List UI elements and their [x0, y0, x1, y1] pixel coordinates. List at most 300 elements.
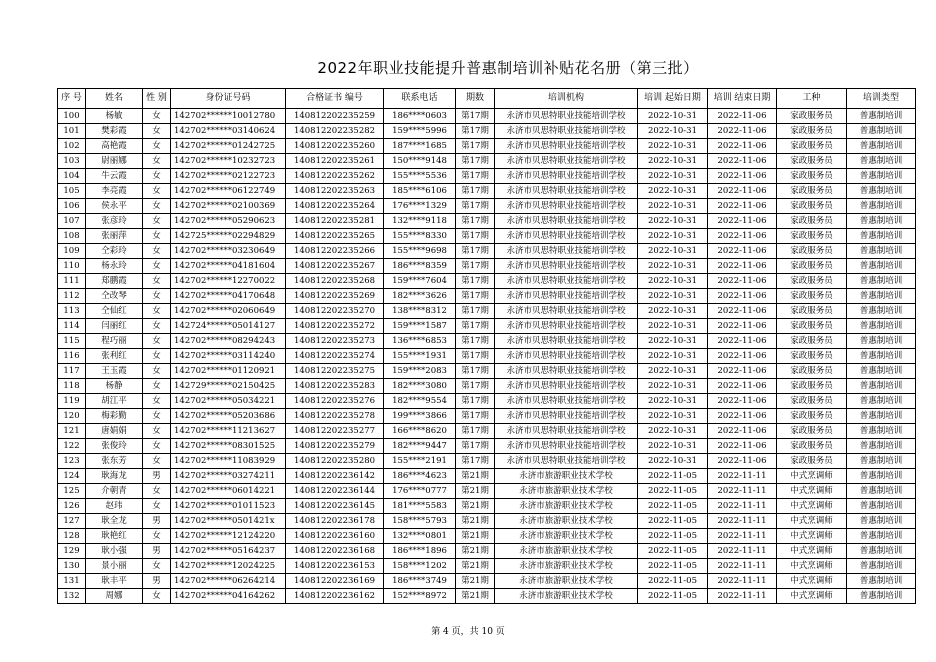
- cell-end-date: 2022-11-06: [708, 289, 777, 304]
- cell-phone: 150****9148: [384, 154, 456, 169]
- cell-period: 第17期: [456, 394, 495, 409]
- cell-id-number: 142702******12124220: [171, 529, 286, 544]
- cell-certificate-number: 140812202235261: [286, 154, 384, 169]
- cell-institution: 永济市旅游职业技术学校: [495, 574, 638, 589]
- cell-period: 第17期: [456, 214, 495, 229]
- cell-start-date: 2022-10-31: [638, 454, 708, 469]
- cell-end-date: 2022-11-11: [708, 529, 777, 544]
- cell-seq: 118: [58, 379, 86, 394]
- cell-certificate-number: 140812202236144: [286, 484, 384, 499]
- cell-institution: 永济市贝思特职业技能培训学校: [495, 319, 638, 334]
- cell-name: 李亮霞: [86, 184, 143, 199]
- cell-end-date: 2022-11-06: [708, 244, 777, 259]
- cell-training-type: 普惠制培训: [847, 439, 916, 454]
- cell-training-type: 普惠制培训: [847, 169, 916, 184]
- cell-end-date: 2022-11-06: [708, 409, 777, 424]
- cell-name: 尉丽娜: [86, 154, 143, 169]
- cell-start-date: 2022-10-31: [638, 349, 708, 364]
- cell-institution: 永济市贝思特职业技能培训学校: [495, 109, 638, 124]
- cell-gender: 男: [143, 544, 171, 559]
- cell-period: 第17期: [456, 169, 495, 184]
- cell-certificate-number: 140812202235276: [286, 394, 384, 409]
- header-occupation: 工种: [777, 89, 847, 109]
- cell-phone: 132****9118: [384, 214, 456, 229]
- cell-period: 第17期: [456, 124, 495, 139]
- cell-seq: 102: [58, 139, 86, 154]
- cell-period: 第17期: [456, 364, 495, 379]
- cell-institution: 永济市旅游职业技术学校: [495, 484, 638, 499]
- cell-end-date: 2022-11-06: [708, 334, 777, 349]
- cell-occupation: 中式烹调师: [777, 484, 847, 499]
- cell-training-type: 普惠制培训: [847, 349, 916, 364]
- cell-period: 第17期: [456, 199, 495, 214]
- cell-gender: 女: [143, 424, 171, 439]
- page-footer: 第 4 页，共 10 页: [431, 627, 505, 637]
- cell-start-date: 2022-10-31: [638, 274, 708, 289]
- cell-end-date: 2022-11-11: [708, 514, 777, 529]
- cell-gender: 女: [143, 304, 171, 319]
- cell-period: 第21期: [456, 529, 495, 544]
- cell-institution: 永济市贝思特职业技能培训学校: [495, 274, 638, 289]
- cell-end-date: 2022-11-06: [708, 349, 777, 364]
- header-phone: 联系电话: [384, 89, 456, 109]
- cell-gender: 女: [143, 334, 171, 349]
- cell-occupation: 家政服务员: [777, 109, 847, 124]
- cell-certificate-number: 140812202236142: [286, 469, 384, 484]
- table-row: [58, 259, 916, 274]
- cell-certificate-number: 140812202235280: [286, 454, 384, 469]
- table-row: [58, 319, 916, 334]
- cell-seq: 123: [58, 454, 86, 469]
- cell-institution: 永济市贝思特职业技能培训学校: [495, 454, 638, 469]
- cell-name: 杨永玲: [86, 259, 143, 274]
- cell-occupation: 家政服务员: [777, 154, 847, 169]
- header-start-date: 培训 起始日期: [638, 89, 708, 109]
- cell-gender: 女: [143, 319, 171, 334]
- cell-occupation: 家政服务员: [777, 394, 847, 409]
- cell-name: 侯永平: [86, 199, 143, 214]
- cell-gender: 女: [143, 394, 171, 409]
- cell-start-date: 2022-10-31: [638, 154, 708, 169]
- cell-start-date: 2022-10-31: [638, 394, 708, 409]
- cell-certificate-number: 140812202235259: [286, 109, 384, 124]
- cell-period: 第21期: [456, 514, 495, 529]
- cell-period: 第21期: [456, 589, 495, 604]
- cell-gender: 女: [143, 499, 171, 514]
- cell-name: 赵玮: [86, 499, 143, 514]
- cell-seq: 117: [58, 364, 86, 379]
- table-row: [58, 529, 916, 544]
- cell-name: 介朝青: [86, 484, 143, 499]
- cell-occupation: 家政服务员: [777, 319, 847, 334]
- cell-gender: 女: [143, 439, 171, 454]
- cell-occupation: 家政服务员: [777, 199, 847, 214]
- cell-name: 梅彩勤: [86, 409, 143, 424]
- cell-end-date: 2022-11-06: [708, 454, 777, 469]
- cell-gender: 女: [143, 364, 171, 379]
- cell-occupation: 家政服务员: [777, 259, 847, 274]
- cell-occupation: 家政服务员: [777, 439, 847, 454]
- cell-start-date: 2022-11-05: [638, 574, 708, 589]
- cell-seq: 125: [58, 484, 86, 499]
- cell-gender: 女: [143, 379, 171, 394]
- cell-gender: 男: [143, 514, 171, 529]
- cell-end-date: 2022-11-11: [708, 589, 777, 604]
- cell-occupation: 家政服务员: [777, 169, 847, 184]
- cell-training-type: 普惠制培训: [847, 589, 916, 604]
- cell-phone: 158****5793: [384, 514, 456, 529]
- cell-occupation: 家政服务员: [777, 124, 847, 139]
- cell-certificate-number: 140812202235263: [286, 184, 384, 199]
- cell-name: 唐娟娟: [86, 424, 143, 439]
- cell-start-date: 2022-10-31: [638, 304, 708, 319]
- table-row: [58, 469, 916, 484]
- cell-id-number: 142702******03274211: [171, 469, 286, 484]
- cell-id-number: 142725******02294829: [171, 229, 286, 244]
- cell-end-date: 2022-11-06: [708, 259, 777, 274]
- cell-training-type: 普惠制培训: [847, 139, 916, 154]
- cell-name: 王玉霞: [86, 364, 143, 379]
- cell-institution: 永济市贝思特职业技能培训学校: [495, 244, 638, 259]
- cell-institution: 永济市贝思特职业技能培训学校: [495, 349, 638, 364]
- cell-institution: 永济市贝思特职业技能培训学校: [495, 259, 638, 274]
- cell-seq: 132: [58, 589, 86, 604]
- cell-id-number: 142702******04181604: [171, 259, 286, 274]
- table-row: [58, 199, 916, 214]
- cell-gender: 男: [143, 469, 171, 484]
- cell-training-type: 普惠制培训: [847, 259, 916, 274]
- cell-period: 第21期: [456, 484, 495, 499]
- cell-name: 仝仙红: [86, 304, 143, 319]
- cell-gender: 女: [143, 214, 171, 229]
- cell-training-type: 普惠制培训: [847, 499, 916, 514]
- cell-end-date: 2022-11-06: [708, 274, 777, 289]
- cell-end-date: 2022-11-06: [708, 154, 777, 169]
- cell-id-number: 142702******05290623: [171, 214, 286, 229]
- cell-certificate-number: 140812202236160: [286, 529, 384, 544]
- cell-institution: 永济市贝思特职业技能培训学校: [495, 289, 638, 304]
- table-header-row: [58, 89, 916, 109]
- table-row: [58, 304, 916, 319]
- cell-id-number: 142702******10012780: [171, 109, 286, 124]
- cell-certificate-number: 140812202235270: [286, 304, 384, 319]
- cell-phone: 159****1587: [384, 319, 456, 334]
- cell-name: 仝彩玲: [86, 244, 143, 259]
- cell-period: 第17期: [456, 424, 495, 439]
- cell-gender: 女: [143, 409, 171, 424]
- cell-start-date: 2022-10-31: [638, 169, 708, 184]
- cell-name: 程巧丽: [86, 334, 143, 349]
- cell-id-number: 142702******03140624: [171, 124, 286, 139]
- cell-training-type: 普惠制培训: [847, 229, 916, 244]
- cell-end-date: 2022-11-06: [708, 394, 777, 409]
- cell-seq: 107: [58, 214, 86, 229]
- cell-seq: 130: [58, 559, 86, 574]
- cell-phone: 185****6106: [384, 184, 456, 199]
- cell-institution: 永济市旅游职业技术学校: [495, 514, 638, 529]
- cell-id-number: 142702******10232723: [171, 154, 286, 169]
- cell-id-number: 142702******01011523: [171, 499, 286, 514]
- cell-period: 第17期: [456, 454, 495, 469]
- cell-start-date: 2022-10-31: [638, 244, 708, 259]
- cell-name: 高艳霞: [86, 139, 143, 154]
- cell-certificate-number: 140812202235267: [286, 259, 384, 274]
- cell-id-number: 142702******0501421x: [171, 514, 286, 529]
- cell-phone: 155****1931: [384, 349, 456, 364]
- cell-training-type: 普惠制培训: [847, 154, 916, 169]
- cell-certificate-number: 140812202235260: [286, 139, 384, 154]
- cell-end-date: 2022-11-06: [708, 109, 777, 124]
- cell-occupation: 中式烹调师: [777, 499, 847, 514]
- cell-phone: 199****3866: [384, 409, 456, 424]
- cell-gender: 女: [143, 589, 171, 604]
- cell-period: 第17期: [456, 154, 495, 169]
- cell-phone: 159****2083: [384, 364, 456, 379]
- cell-phone: 186****0603: [384, 109, 456, 124]
- cell-period: 第21期: [456, 574, 495, 589]
- cell-start-date: 2022-11-05: [638, 484, 708, 499]
- page-title: 2022年职业技能提升普惠制培训补贴花名册（第三批）: [317, 59, 699, 77]
- cell-id-number: 142702******02122723: [171, 169, 286, 184]
- cell-id-number: 142702******11213627: [171, 424, 286, 439]
- cell-phone: 158****1202: [384, 559, 456, 574]
- cell-institution: 永济市贝思特职业技能培训学校: [495, 409, 638, 424]
- cell-id-number: 142702******06122749: [171, 184, 286, 199]
- cell-name: 耿艳红: [86, 529, 143, 544]
- cell-occupation: 中式烹调师: [777, 589, 847, 604]
- table-row: [58, 364, 916, 379]
- cell-phone: 152****8972: [384, 589, 456, 604]
- header-institution: 培训机构: [495, 89, 638, 109]
- cell-occupation: 中式烹调师: [777, 529, 847, 544]
- cell-training-type: 普惠制培训: [847, 319, 916, 334]
- cell-name: 耿全龙: [86, 514, 143, 529]
- cell-occupation: 家政服务员: [777, 184, 847, 199]
- cell-period: 第17期: [456, 274, 495, 289]
- cell-training-type: 普惠制培训: [847, 514, 916, 529]
- roster-table: [57, 88, 916, 604]
- cell-id-number: 142702******03114240: [171, 349, 286, 364]
- cell-training-type: 普惠制培训: [847, 109, 916, 124]
- cell-gender: 女: [143, 529, 171, 544]
- cell-seq: 129: [58, 544, 86, 559]
- cell-start-date: 2022-11-05: [638, 559, 708, 574]
- header-name: 姓名: [86, 89, 143, 109]
- table-row: [58, 139, 916, 154]
- cell-start-date: 2022-11-05: [638, 499, 708, 514]
- cell-period: 第17期: [456, 109, 495, 124]
- cell-start-date: 2022-10-31: [638, 439, 708, 454]
- cell-phone: 187****1685: [384, 139, 456, 154]
- cell-end-date: 2022-11-06: [708, 319, 777, 334]
- cell-training-type: 普惠制培训: [847, 184, 916, 199]
- cell-end-date: 2022-11-11: [708, 544, 777, 559]
- cell-training-type: 普惠制培训: [847, 364, 916, 379]
- cell-name: 张彦玲: [86, 214, 143, 229]
- cell-training-type: 普惠制培训: [847, 334, 916, 349]
- cell-institution: 永济市贝思特职业技能培训学校: [495, 334, 638, 349]
- table-row: [58, 229, 916, 244]
- cell-phone: 186****4623: [384, 469, 456, 484]
- cell-training-type: 普惠制培训: [847, 214, 916, 229]
- cell-period: 第21期: [456, 544, 495, 559]
- cell-certificate-number: 140812202235278: [286, 409, 384, 424]
- cell-occupation: 家政服务员: [777, 304, 847, 319]
- cell-seq: 128: [58, 529, 86, 544]
- cell-period: 第17期: [456, 304, 495, 319]
- cell-seq: 121: [58, 424, 86, 439]
- cell-id-number: 142724******05014127: [171, 319, 286, 334]
- cell-name: 周娜: [86, 589, 143, 604]
- cell-occupation: 家政服务员: [777, 334, 847, 349]
- table-row: [58, 409, 916, 424]
- table-row: [58, 379, 916, 394]
- cell-phone: 159****5996: [384, 124, 456, 139]
- cell-start-date: 2022-10-31: [638, 334, 708, 349]
- cell-gender: 女: [143, 124, 171, 139]
- cell-id-number: 142702******04170648: [171, 289, 286, 304]
- cell-period: 第17期: [456, 379, 495, 394]
- table-row: [58, 559, 916, 574]
- cell-certificate-number: 140812202235274: [286, 349, 384, 364]
- table-row: [58, 589, 916, 604]
- cell-end-date: 2022-11-11: [708, 484, 777, 499]
- cell-start-date: 2022-10-31: [638, 259, 708, 274]
- cell-phone: 186****8359: [384, 259, 456, 274]
- header-seq: 序 号: [58, 89, 86, 109]
- cell-end-date: 2022-11-06: [708, 139, 777, 154]
- header-gender: 性 别: [143, 89, 171, 109]
- cell-seq: 120: [58, 409, 86, 424]
- cell-occupation: 中式烹调师: [777, 544, 847, 559]
- cell-occupation: 家政服务员: [777, 244, 847, 259]
- cell-institution: 永济市贝思特职业技能培训学校: [495, 169, 638, 184]
- cell-training-type: 普惠制培训: [847, 424, 916, 439]
- cell-certificate-number: 140812202235281: [286, 214, 384, 229]
- cell-start-date: 2022-10-31: [638, 124, 708, 139]
- cell-period: 第17期: [456, 334, 495, 349]
- cell-name: 张利红: [86, 349, 143, 364]
- cell-period: 第17期: [456, 139, 495, 154]
- cell-seq: 114: [58, 319, 86, 334]
- cell-end-date: 2022-11-06: [708, 199, 777, 214]
- cell-phone: 136****6853: [384, 334, 456, 349]
- cell-certificate-number: 140812202236168: [286, 544, 384, 559]
- cell-phone: 155****8330: [384, 229, 456, 244]
- cell-start-date: 2022-11-05: [638, 514, 708, 529]
- table-row: [58, 439, 916, 454]
- cell-occupation: 家政服务员: [777, 424, 847, 439]
- cell-gender: 女: [143, 169, 171, 184]
- cell-phone: 182****9447: [384, 439, 456, 454]
- cell-period: 第17期: [456, 349, 495, 364]
- cell-name: 樊彩霞: [86, 124, 143, 139]
- cell-start-date: 2022-10-31: [638, 409, 708, 424]
- cell-training-type: 普惠制培训: [847, 199, 916, 214]
- cell-certificate-number: 140812202236153: [286, 559, 384, 574]
- cell-occupation: 家政服务员: [777, 139, 847, 154]
- cell-end-date: 2022-11-06: [708, 439, 777, 454]
- cell-gender: 女: [143, 184, 171, 199]
- cell-training-type: 普惠制培训: [847, 484, 916, 499]
- header-period: 期数: [456, 89, 495, 109]
- cell-period: 第17期: [456, 439, 495, 454]
- cell-gender: 女: [143, 274, 171, 289]
- cell-id-number: 142702******02060649: [171, 304, 286, 319]
- cell-occupation: 家政服务员: [777, 454, 847, 469]
- cell-gender: 女: [143, 199, 171, 214]
- header-id-number: 身份证号码: [171, 89, 286, 109]
- cell-training-type: 普惠制培训: [847, 379, 916, 394]
- cell-end-date: 2022-11-06: [708, 379, 777, 394]
- table-row: [58, 394, 916, 409]
- cell-gender: 女: [143, 229, 171, 244]
- cell-name: 耿小强: [86, 544, 143, 559]
- cell-seq: 100: [58, 109, 86, 124]
- cell-end-date: 2022-11-11: [708, 499, 777, 514]
- cell-seq: 101: [58, 124, 86, 139]
- cell-period: 第17期: [456, 184, 495, 199]
- cell-certificate-number: 140812202235264: [286, 199, 384, 214]
- table-row: [58, 274, 916, 289]
- cell-period: 第17期: [456, 259, 495, 274]
- cell-training-type: 普惠制培训: [847, 559, 916, 574]
- cell-start-date: 2022-10-31: [638, 364, 708, 379]
- cell-certificate-number: 140812202235279: [286, 439, 384, 454]
- cell-phone: 186****3749: [384, 574, 456, 589]
- cell-training-type: 普惠制培训: [847, 304, 916, 319]
- cell-occupation: 家政服务员: [777, 349, 847, 364]
- cell-id-number: 142729******02150425: [171, 379, 286, 394]
- cell-start-date: 2022-10-31: [638, 139, 708, 154]
- cell-certificate-number: 140812202235273: [286, 334, 384, 349]
- cell-name: 胡江平: [86, 394, 143, 409]
- cell-period: 第17期: [456, 229, 495, 244]
- cell-training-type: 普惠制培训: [847, 124, 916, 139]
- cell-institution: 永济市旅游职业技术学校: [495, 469, 638, 484]
- cell-end-date: 2022-11-06: [708, 364, 777, 379]
- cell-id-number: 142702******08294243: [171, 334, 286, 349]
- cell-institution: 永济市贝思特职业技能培训学校: [495, 439, 638, 454]
- cell-gender: 女: [143, 559, 171, 574]
- cell-institution: 永济市旅游职业技术学校: [495, 529, 638, 544]
- cell-name: 张东芳: [86, 454, 143, 469]
- cell-period: 第17期: [456, 244, 495, 259]
- table-row: [58, 124, 916, 139]
- cell-name: 耿丰平: [86, 574, 143, 589]
- cell-institution: 永济市旅游职业技术学校: [495, 499, 638, 514]
- cell-training-type: 普惠制培训: [847, 529, 916, 544]
- cell-certificate-number: 140812202235282: [286, 124, 384, 139]
- cell-gender: 女: [143, 259, 171, 274]
- cell-id-number: 142702******08301525: [171, 439, 286, 454]
- cell-end-date: 2022-11-06: [708, 304, 777, 319]
- cell-id-number: 142702******05034221: [171, 394, 286, 409]
- cell-institution: 永济市贝思特职业技能培训学校: [495, 364, 638, 379]
- cell-id-number: 142702******02100369: [171, 199, 286, 214]
- cell-id-number: 142702******06014221: [171, 484, 286, 499]
- table-row: [58, 334, 916, 349]
- table-row: [58, 544, 916, 559]
- cell-phone: 186****1896: [384, 544, 456, 559]
- cell-id-number: 142702******05164237: [171, 544, 286, 559]
- cell-phone: 182****3626: [384, 289, 456, 304]
- cell-period: 第17期: [456, 319, 495, 334]
- table-row: [58, 109, 916, 124]
- cell-certificate-number: 140812202235268: [286, 274, 384, 289]
- cell-seq: 105: [58, 184, 86, 199]
- cell-gender: 女: [143, 244, 171, 259]
